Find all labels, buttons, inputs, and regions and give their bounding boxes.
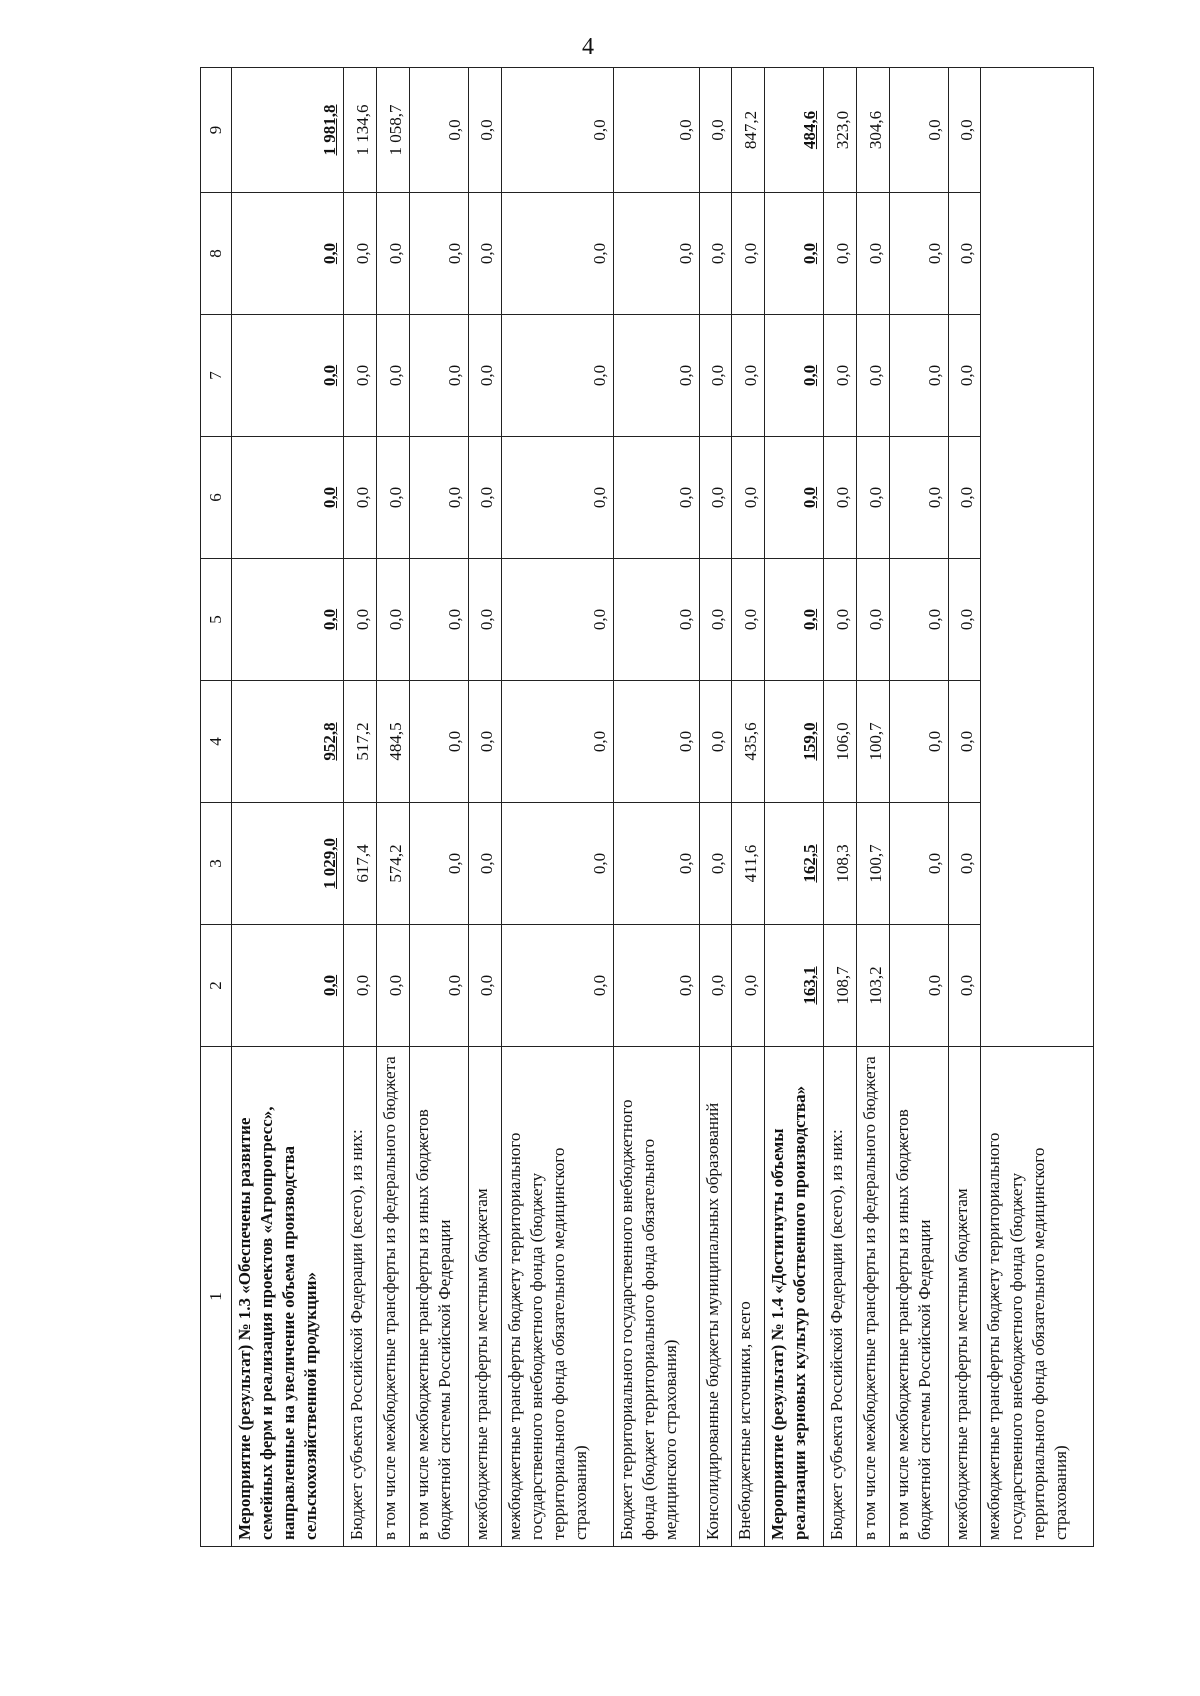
value-cell: 0,0 — [501, 193, 613, 315]
value-cell: 0,0 — [232, 193, 344, 315]
table-row — [409, 68, 468, 1547]
value-cell: 0,0 — [501, 315, 613, 437]
value-cell: 1 981,8 — [232, 68, 344, 193]
table-row — [344, 68, 377, 1547]
value-cell: 0,0 — [856, 193, 889, 315]
value-cell: 0,0 — [889, 315, 948, 437]
value-cell: 100,7 — [856, 681, 889, 803]
value-cell: 0,0 — [824, 559, 857, 681]
value-cell: 159,0 — [765, 681, 824, 803]
value-cell: 162,5 — [765, 803, 824, 925]
value-cell: 0,0 — [948, 68, 981, 193]
value-cell: 0,0 — [889, 681, 948, 803]
row-label: межбюджетные трансферты местным бюджетам — [468, 1047, 501, 1547]
value-cell: 0,0 — [948, 315, 981, 437]
table-row — [948, 68, 981, 1547]
value-cell: 0,0 — [765, 193, 824, 315]
value-cell: 435,6 — [732, 681, 765, 803]
column-number-6: 6 — [201, 437, 232, 559]
value-cell: 0,0 — [232, 925, 344, 1047]
value-cell: 0,0 — [344, 193, 377, 315]
table-row — [468, 68, 501, 1547]
value-cell: 0,0 — [409, 681, 468, 803]
value-cell: 1 029,0 — [232, 803, 344, 925]
row-label: Мероприятие (результат) № 1.4 «Достигнуты объемы реализации зерновых культур собственного производства» — [765, 1047, 824, 1547]
column-number-row — [201, 68, 232, 1547]
value-cell: 0,0 — [468, 925, 501, 1047]
table-row — [699, 68, 732, 1547]
value-cell: 0,0 — [501, 681, 613, 803]
column-number-3: 3 — [201, 803, 232, 925]
value-cell: 0,0 — [765, 559, 824, 681]
table-row — [501, 68, 613, 1547]
value-cell: 0,0 — [889, 193, 948, 315]
value-cell: 0,0 — [614, 437, 700, 559]
empty-cell — [981, 68, 1094, 1047]
value-cell: 0,0 — [699, 437, 732, 559]
value-cell: 0,0 — [501, 559, 613, 681]
page-number: 4 — [582, 34, 594, 60]
value-cell: 0,0 — [344, 925, 377, 1047]
column-number-9: 9 — [201, 68, 232, 193]
table-row — [981, 68, 1094, 1547]
value-cell: 0,0 — [377, 437, 410, 559]
value-cell: 304,6 — [856, 68, 889, 193]
value-cell: 163,1 — [765, 925, 824, 1047]
value-cell: 0,0 — [232, 315, 344, 437]
value-cell: 0,0 — [409, 803, 468, 925]
value-cell: 0,0 — [732, 315, 765, 437]
value-cell: 0,0 — [501, 803, 613, 925]
table-row — [765, 68, 824, 1547]
value-cell: 574,2 — [377, 803, 410, 925]
table-row — [232, 68, 344, 1547]
row-label: Бюджет территориального государственного внебюджетного фонда (бюджет территориального фонда обязательного медицинского страхования) — [614, 1047, 700, 1547]
value-cell: 517,2 — [344, 681, 377, 803]
table-row — [377, 68, 410, 1547]
value-cell: 0,0 — [856, 315, 889, 437]
table-row — [732, 68, 765, 1547]
value-cell: 0,0 — [889, 559, 948, 681]
row-label: Бюджет субъекта Российской Федерации (всего), из них: — [344, 1047, 377, 1547]
column-number-7: 7 — [201, 315, 232, 437]
row-label: Бюджет субъекта Российской Федерации (всего), из них: — [824, 1047, 857, 1547]
value-cell: 103,2 — [856, 925, 889, 1047]
value-cell: 0,0 — [468, 681, 501, 803]
value-cell: 0,0 — [409, 559, 468, 681]
budget-table — [200, 67, 1094, 1547]
value-cell: 0,0 — [824, 193, 857, 315]
value-cell: 0,0 — [765, 437, 824, 559]
table-row — [824, 68, 857, 1547]
value-cell: 0,0 — [468, 803, 501, 925]
value-cell: 0,0 — [948, 681, 981, 803]
column-number-2: 2 — [201, 925, 232, 1047]
value-cell: 0,0 — [377, 559, 410, 681]
value-cell: 0,0 — [344, 315, 377, 437]
value-cell: 0,0 — [468, 68, 501, 193]
value-cell: 0,0 — [948, 193, 981, 315]
value-cell: 0,0 — [409, 437, 468, 559]
value-cell: 847,2 — [732, 68, 765, 193]
value-cell: 0,0 — [468, 315, 501, 437]
value-cell: 0,0 — [614, 803, 700, 925]
column-number-8: 8 — [201, 193, 232, 315]
value-cell: 0,0 — [232, 437, 344, 559]
value-cell: 0,0 — [699, 193, 732, 315]
value-cell: 0,0 — [732, 925, 765, 1047]
value-cell: 0,0 — [948, 559, 981, 681]
value-cell: 484,5 — [377, 681, 410, 803]
value-cell: 0,0 — [699, 925, 732, 1047]
value-cell: 0,0 — [501, 68, 613, 193]
value-cell: 0,0 — [732, 437, 765, 559]
value-cell: 1 058,7 — [377, 68, 410, 193]
value-cell: 0,0 — [344, 559, 377, 681]
table-body — [232, 68, 1094, 1547]
value-cell: 0,0 — [377, 315, 410, 437]
row-label: Консолидированные бюджеты муниципальных образований — [699, 1047, 732, 1547]
value-cell: 108,3 — [824, 803, 857, 925]
value-cell: 0,0 — [409, 315, 468, 437]
table-row — [614, 68, 700, 1547]
value-cell: 952,8 — [232, 681, 344, 803]
value-cell: 617,4 — [344, 803, 377, 925]
row-label: межбюджетные трансферты бюджету территориального государственного внебюджетного фонда (бюджету территориального фонда обязательного медицинского страхования) — [981, 1047, 1094, 1547]
value-cell: 0,0 — [699, 681, 732, 803]
row-label: в том числе межбюджетные трансферты из федерального бюджета — [377, 1047, 410, 1547]
value-cell: 0,0 — [889, 803, 948, 925]
value-cell: 0,0 — [699, 803, 732, 925]
rotated-table-container — [200, 72, 1094, 1547]
value-cell: 0,0 — [501, 437, 613, 559]
value-cell: 106,0 — [824, 681, 857, 803]
value-cell: 0,0 — [344, 437, 377, 559]
table-row — [856, 68, 889, 1547]
value-cell: 0,0 — [889, 68, 948, 193]
value-cell: 0,0 — [614, 315, 700, 437]
column-number-4: 4 — [201, 681, 232, 803]
row-label: Внебюджетные источники, всего — [732, 1047, 765, 1547]
value-cell: 0,0 — [824, 315, 857, 437]
value-cell: 0,0 — [501, 925, 613, 1047]
value-cell: 0,0 — [377, 925, 410, 1047]
row-label: межбюджетные трансферты местным бюджетам — [948, 1047, 981, 1547]
value-cell: 0,0 — [948, 803, 981, 925]
value-cell: 0,0 — [948, 437, 981, 559]
value-cell: 0,0 — [614, 193, 700, 315]
value-cell: 0,0 — [614, 681, 700, 803]
value-cell: 0,0 — [409, 925, 468, 1047]
value-cell: 0,0 — [732, 559, 765, 681]
value-cell: 0,0 — [732, 193, 765, 315]
row-label: в том числе межбюджетные трансферты из иных бюджетов бюджетной системы Российской Федерации — [409, 1047, 468, 1547]
value-cell: 0,0 — [614, 559, 700, 681]
column-number-5: 5 — [201, 559, 232, 681]
value-cell: 0,0 — [614, 68, 700, 193]
value-cell: 108,7 — [824, 925, 857, 1047]
value-cell: 484,6 — [765, 68, 824, 193]
value-cell: 0,0 — [232, 559, 344, 681]
value-cell: 0,0 — [409, 68, 468, 193]
value-cell: 0,0 — [948, 925, 981, 1047]
row-label: в том числе межбюджетные трансферты из иных бюджетов бюджетной системы Российской Федерации — [889, 1047, 948, 1547]
value-cell: 0,0 — [889, 925, 948, 1047]
value-cell: 411,6 — [732, 803, 765, 925]
row-label: Мероприятие (результат) № 1.3 «Обеспечены развитие семейных ферм и реализация проектов «Агропрогресс», направленные на увеличение объема производства сельскохозяйственной продукции» — [232, 1047, 344, 1547]
row-label: в том числе межбюджетные трансферты из федерального бюджета — [856, 1047, 889, 1547]
value-cell: 100,7 — [856, 803, 889, 925]
row-label: межбюджетные трансферты бюджету территориального государственного внебюджетного фонда (бюджету территориального фонда обязательного медицинского страхования) — [501, 1047, 613, 1547]
value-cell: 0,0 — [699, 559, 732, 681]
value-cell: 1 134,6 — [344, 68, 377, 193]
value-cell: 0,0 — [699, 315, 732, 437]
value-cell: 323,0 — [824, 68, 857, 193]
column-number-1: 1 — [201, 1047, 232, 1547]
value-cell: 0,0 — [468, 559, 501, 681]
value-cell: 0,0 — [765, 315, 824, 437]
value-cell: 0,0 — [468, 193, 501, 315]
value-cell: 0,0 — [889, 437, 948, 559]
value-cell: 0,0 — [409, 193, 468, 315]
value-cell: 0,0 — [824, 437, 857, 559]
value-cell: 0,0 — [377, 193, 410, 315]
value-cell: 0,0 — [699, 68, 732, 193]
value-cell: 0,0 — [468, 437, 501, 559]
value-cell: 0,0 — [614, 925, 700, 1047]
table-row — [889, 68, 948, 1547]
value-cell: 0,0 — [856, 559, 889, 681]
value-cell: 0,0 — [856, 437, 889, 559]
